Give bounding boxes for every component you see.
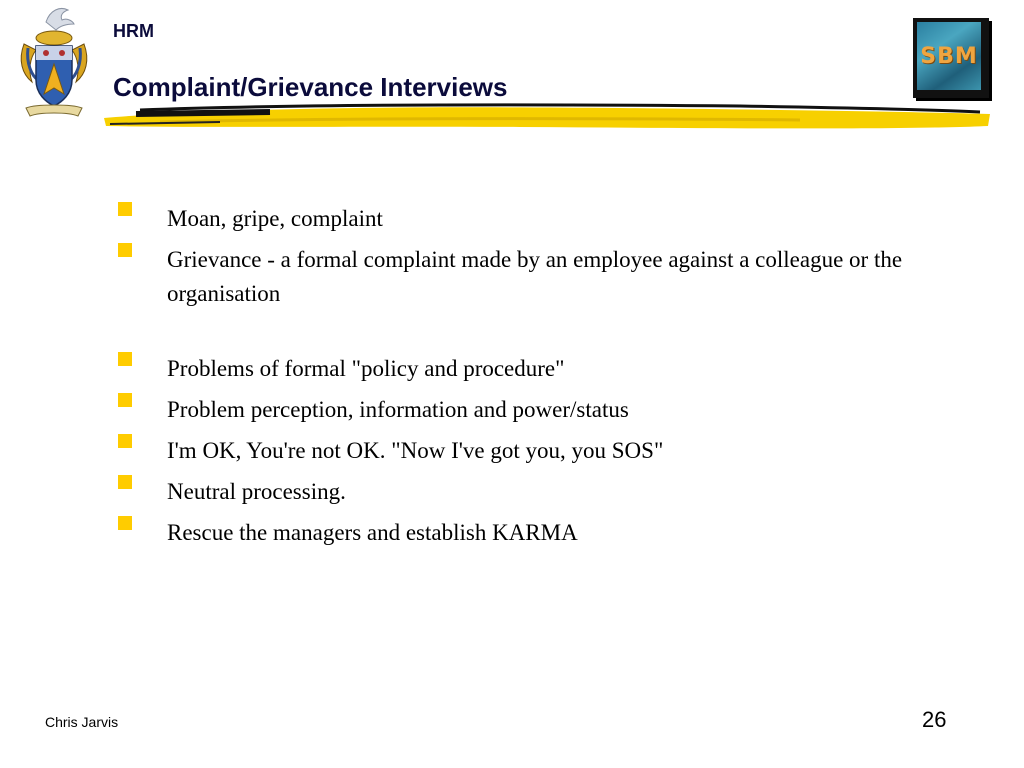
list-item: [118, 516, 918, 550]
list-item-text: Neutral processing.: [167, 479, 346, 504]
slide-title: Complaint/Grievance Interviews: [113, 72, 508, 102]
slide-subject: HRM: [113, 21, 154, 41]
yellow-square-bullet-icon: [118, 516, 132, 530]
yellow-square-bullet-icon: [118, 243, 132, 257]
sbm-logo-icon: [913, 18, 989, 98]
list-item: [118, 475, 918, 509]
list-item-text: Rescue the managers and establish KARMA: [167, 520, 578, 545]
list-item-text: Grievance - a formal complaint made by an employee against a colleague or the organisation: [167, 247, 903, 306]
yellow-square-bullet-icon: [118, 202, 132, 216]
page-number: 26: [922, 707, 947, 732]
list-item: [118, 352, 918, 386]
yellow-square-bullet-icon: [118, 352, 132, 366]
university-crest-icon: [16, 4, 92, 122]
yellow-square-bullet-icon: [118, 475, 132, 489]
list-item: [118, 243, 918, 311]
list-item-text: Problems of formal "policy and procedure": [167, 356, 565, 381]
list-item-text: Problem perception, information and power/status: [167, 397, 629, 422]
bullet-list: [118, 202, 918, 557]
list-item: [118, 202, 918, 236]
footer-author: Chris Jarvis: [45, 714, 119, 730]
list-item: [118, 393, 918, 427]
yellow-square-bullet-icon: [118, 393, 132, 407]
yellow-square-bullet-icon: [118, 434, 132, 448]
list-item: [118, 434, 918, 468]
title-underline-rule: [100, 100, 992, 132]
sbm-logo-text: SBM: [917, 22, 981, 90]
list-item-text: Moan, gripe, complaint: [167, 206, 383, 231]
list-item-text: I'm OK, You're not OK. "Now I've got you, you SOS": [167, 438, 664, 463]
